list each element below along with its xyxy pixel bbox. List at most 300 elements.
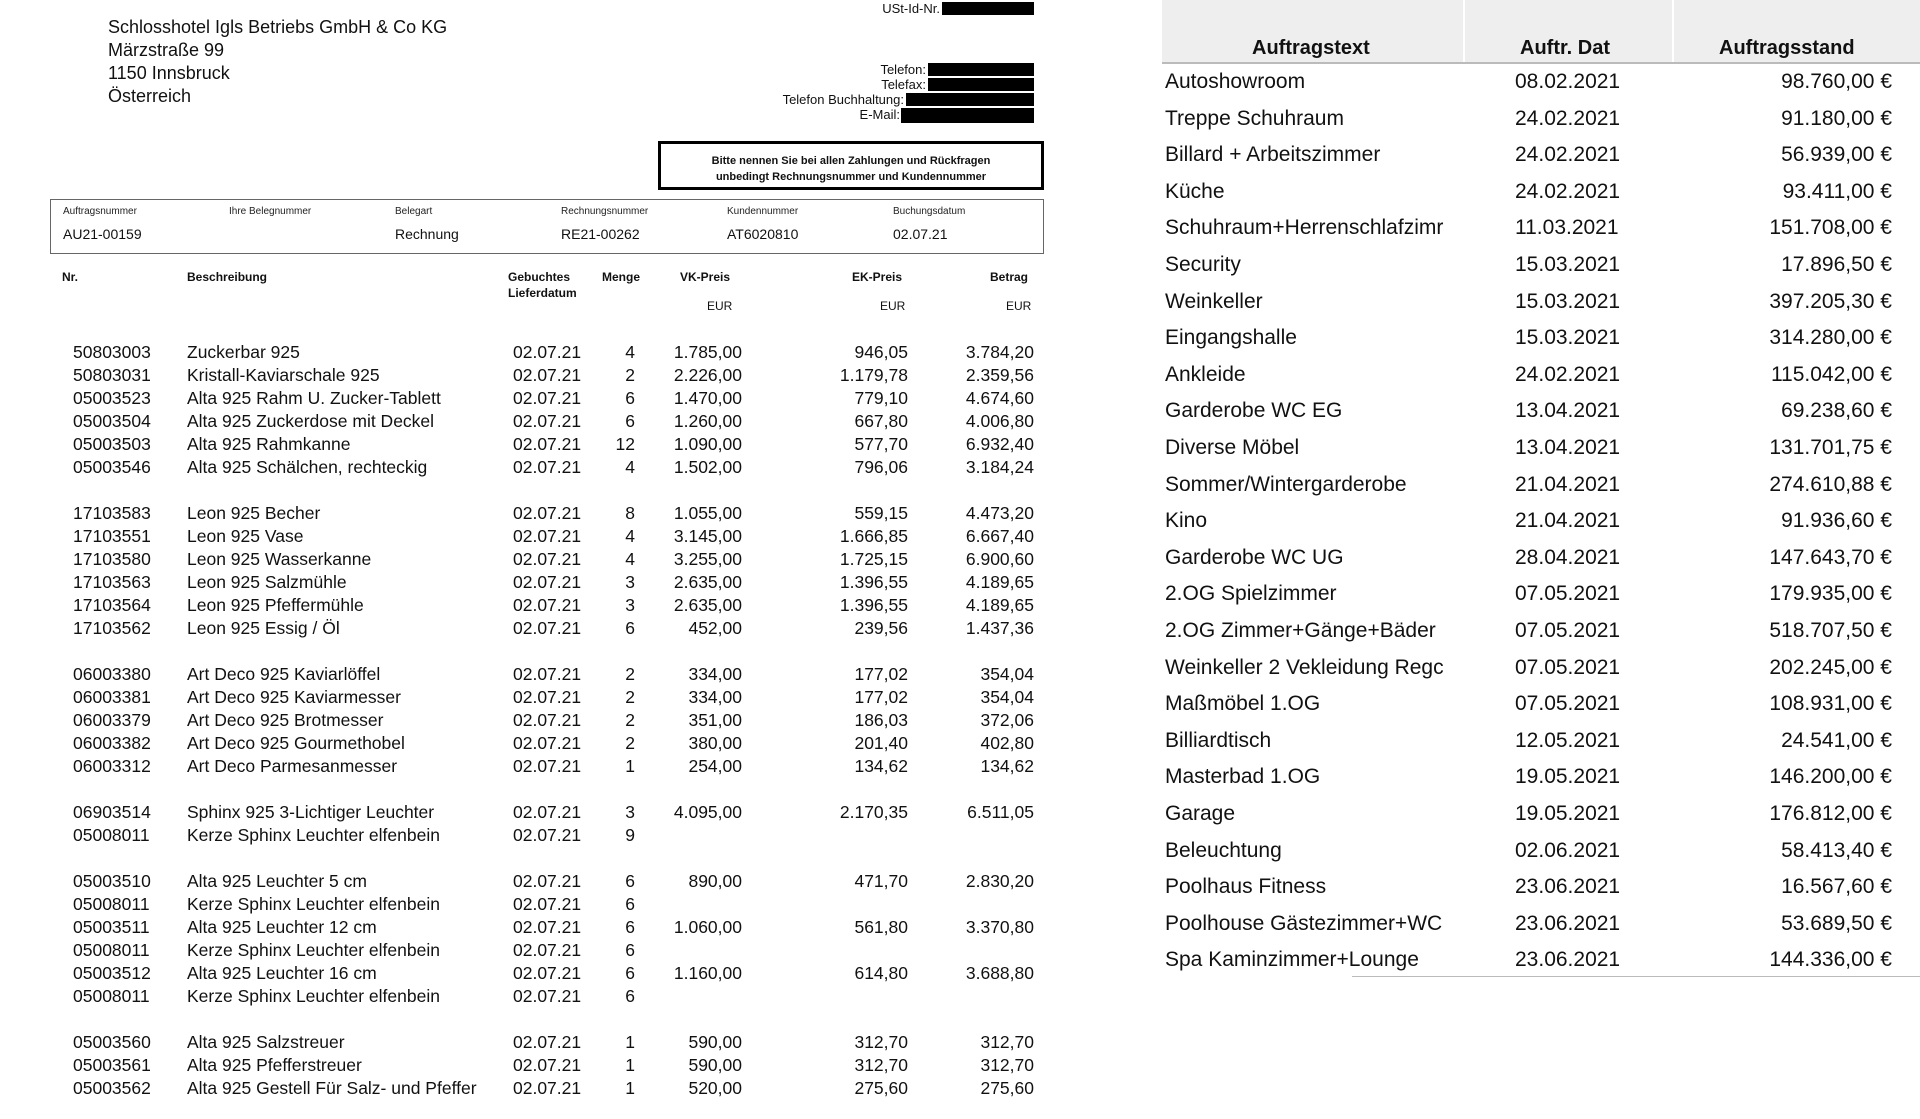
order-amount: 24.541,00 € bbox=[1781, 728, 1892, 752]
table-row bbox=[0, 940, 1060, 963]
table-row bbox=[0, 756, 1060, 779]
item-description: Kerze Sphinx Leuchter elfenbein bbox=[187, 825, 440, 845]
col-header-description: Beschreibung bbox=[187, 270, 268, 284]
item-vk-price: 380,00 bbox=[688, 733, 742, 753]
item-number: 06003380 bbox=[73, 664, 151, 684]
phone-label: Telefon: bbox=[880, 62, 926, 77]
table-row bbox=[0, 1055, 1060, 1078]
table-row bbox=[0, 342, 1060, 365]
item-description: Alta 925 Rahmkanne bbox=[187, 434, 351, 454]
item-delivery-date: 02.07.21 bbox=[513, 618, 582, 638]
order-amount: 144.336,00 € bbox=[1769, 948, 1892, 972]
email-label: E-Mail: bbox=[859, 107, 900, 122]
item-delivery-date: 02.07.21 bbox=[513, 411, 582, 431]
order-date: 23.06.2021 bbox=[1515, 948, 1621, 972]
order-text: Beleuchtung bbox=[1165, 838, 1282, 862]
item-amount: 312,70 bbox=[980, 1055, 1034, 1075]
order-text: Schuhraum+Herrenschlafzimr bbox=[1165, 216, 1444, 240]
order-date: 24.02.2021 bbox=[1515, 179, 1621, 203]
table-row bbox=[1160, 107, 1920, 143]
item-delivery-date: 02.07.21 bbox=[513, 825, 582, 845]
item-amount: 6.900,60 bbox=[965, 549, 1034, 569]
item-delivery-date: 02.07.21 bbox=[513, 503, 582, 523]
orders-table bbox=[1160, 0, 1920, 1119]
table-row bbox=[1160, 875, 1920, 911]
item-delivery-date: 02.07.21 bbox=[513, 595, 582, 615]
order-text: Garage bbox=[1165, 802, 1236, 825]
item-vk-price: 452,00 bbox=[688, 618, 742, 638]
booking-date: 02.07.21 bbox=[893, 226, 948, 242]
item-quantity: 6 bbox=[625, 986, 635, 1006]
item-amount: 275,60 bbox=[980, 1078, 1034, 1098]
sender-street: Märzstraße 99 bbox=[108, 40, 225, 60]
item-description: Leon 925 Vase bbox=[187, 526, 304, 546]
item-number: 05003511 bbox=[73, 917, 150, 937]
order-amount: 146.200,00 € bbox=[1769, 765, 1892, 789]
order-text: Kino bbox=[1165, 509, 1208, 533]
item-description: Alta 925 Leuchter 5 cm bbox=[187, 871, 367, 891]
table-row bbox=[1160, 839, 1920, 875]
order-date: 02.06.2021 bbox=[1515, 838, 1621, 862]
item-vk-price: 334,00 bbox=[688, 664, 742, 684]
order-date: 15.03.2021 bbox=[1515, 253, 1621, 276]
order-text: Sommer/Wintergarderobe bbox=[1165, 472, 1407, 496]
item-quantity: 6 bbox=[625, 618, 635, 638]
vk-currency: EUR bbox=[707, 299, 733, 313]
item-quantity: 6 bbox=[625, 411, 635, 431]
order-text: Garderobe WC UG bbox=[1165, 545, 1344, 569]
item-quantity: 6 bbox=[625, 940, 635, 960]
item-delivery-date: 02.07.21 bbox=[513, 756, 582, 776]
table-row bbox=[1160, 509, 1920, 545]
item-number: 05003503 bbox=[73, 434, 151, 454]
order-amount: 151.708,00 € bbox=[1769, 216, 1892, 240]
item-description: Zuckerbar 925 bbox=[187, 342, 300, 362]
table-row bbox=[0, 503, 1060, 526]
item-number: 05008011 bbox=[73, 825, 150, 845]
item-delivery-date: 02.07.21 bbox=[513, 710, 582, 730]
item-amount: 4.674,60 bbox=[965, 388, 1034, 408]
item-number: 05003561 bbox=[73, 1055, 151, 1075]
item-vk-price: 3.255,00 bbox=[673, 549, 742, 569]
item-delivery-date: 02.07.21 bbox=[513, 733, 582, 753]
item-description: Alta 925 Leuchter 12 cm bbox=[187, 917, 377, 937]
table-row bbox=[0, 388, 1060, 411]
invoice-number: RE21-00262 bbox=[561, 226, 640, 242]
customer-number-label: Kundennummer bbox=[727, 206, 799, 217]
item-ek-price: 177,02 bbox=[854, 664, 908, 684]
order-amount: 56.939,00 € bbox=[1781, 143, 1892, 167]
item-ek-price: 312,70 bbox=[854, 1055, 908, 1075]
item-vk-price: 1.090,00 bbox=[673, 434, 742, 454]
fax-label: Telefax: bbox=[881, 77, 926, 92]
table-row bbox=[0, 802, 1060, 825]
sender-city: 1150 Innsbruck bbox=[108, 63, 230, 83]
item-delivery-date: 02.07.21 bbox=[513, 1078, 582, 1098]
item-quantity: 6 bbox=[625, 917, 635, 937]
order-date: 13.04.2021 bbox=[1515, 399, 1621, 423]
table-row bbox=[0, 871, 1060, 894]
order-amount: 93.411,00 € bbox=[1782, 179, 1892, 203]
order-text: Maßmöbel 1.OG bbox=[1165, 692, 1321, 716]
item-delivery-date: 02.07.21 bbox=[513, 940, 582, 960]
document-type-label: Belegart bbox=[395, 206, 433, 217]
item-number: 05003512 bbox=[73, 963, 151, 983]
table-row bbox=[1160, 729, 1920, 765]
table-row bbox=[1160, 582, 1920, 618]
order-amount: 518.707,50 € bbox=[1769, 619, 1892, 642]
item-description: Leon 925 Pfeffermühle bbox=[187, 595, 364, 615]
item-amount: 3.688,80 bbox=[965, 963, 1034, 983]
ust-label: USt-Id-Nr. bbox=[882, 1, 940, 16]
item-ek-price: 614,80 bbox=[854, 963, 908, 983]
item-ek-price: 177,02 bbox=[854, 687, 908, 707]
order-date: 07.05.2021 bbox=[1515, 655, 1621, 679]
order-text: Ankleide bbox=[1165, 362, 1246, 386]
item-ek-price: 1.179,78 bbox=[839, 365, 908, 385]
order-amount: 98.760,00 € bbox=[1781, 70, 1892, 93]
order-text: 2.OG Spielzimmer bbox=[1165, 582, 1337, 606]
item-ek-price: 577,70 bbox=[854, 434, 908, 454]
item-amount: 372,06 bbox=[980, 710, 1034, 730]
order-amount: 147.643,70 € bbox=[1769, 545, 1892, 569]
item-vk-price: 2.635,00 bbox=[673, 572, 742, 592]
item-number: 05003510 bbox=[73, 871, 151, 891]
item-vk-price: 1.055,00 bbox=[673, 503, 742, 523]
item-amount: 402,80 bbox=[980, 733, 1034, 753]
item-vk-price: 2.635,00 bbox=[673, 595, 742, 615]
table-row bbox=[1160, 802, 1920, 838]
table-row bbox=[0, 687, 1060, 710]
item-quantity: 6 bbox=[625, 963, 635, 983]
table-row bbox=[1160, 253, 1920, 289]
item-number: 50803003 bbox=[73, 342, 151, 362]
item-number: 17103583 bbox=[73, 503, 151, 523]
order-text: Autoshowroom bbox=[1165, 70, 1306, 93]
item-vk-price: 590,00 bbox=[688, 1055, 742, 1075]
item-amount: 134,62 bbox=[980, 756, 1034, 776]
order-text: Weinkeller 2 Vekleidung Regc bbox=[1165, 655, 1444, 679]
item-vk-price: 1.785,00 bbox=[673, 342, 742, 362]
item-description: Leon 925 Becher bbox=[187, 503, 321, 523]
table-row bbox=[1160, 399, 1920, 435]
email-redaction bbox=[901, 108, 1034, 123]
item-description: Leon 925 Salzmühle bbox=[187, 572, 347, 592]
table-row bbox=[1160, 180, 1920, 216]
item-delivery-date: 02.07.21 bbox=[513, 434, 582, 454]
item-amount: 4.189,65 bbox=[965, 572, 1034, 592]
item-description: Kerze Sphinx Leuchter elfenbein bbox=[187, 894, 440, 914]
order-amount: 108.931,00 € bbox=[1769, 692, 1892, 716]
order-text: Poolhaus Fitness bbox=[1165, 875, 1327, 899]
fax-redaction bbox=[928, 78, 1034, 91]
table-row bbox=[1160, 546, 1920, 582]
item-vk-price: 890,00 bbox=[688, 871, 742, 891]
item-number: 05008011 bbox=[73, 894, 150, 914]
amount-currency: EUR bbox=[1006, 299, 1032, 313]
item-delivery-date: 02.07.21 bbox=[513, 802, 582, 822]
item-amount: 2.359,56 bbox=[965, 365, 1034, 385]
item-quantity: 1 bbox=[625, 1032, 635, 1052]
table-row bbox=[0, 963, 1060, 986]
item-description: Alta 925 Salzstreuer bbox=[187, 1032, 345, 1052]
item-vk-price: 1.470,00 bbox=[673, 388, 742, 408]
item-ek-price: 186,03 bbox=[854, 710, 908, 730]
col-header-delivery-date: Lieferdatum bbox=[508, 286, 577, 300]
table-row bbox=[0, 572, 1060, 595]
table-row bbox=[0, 595, 1060, 618]
item-quantity: 4 bbox=[625, 342, 635, 362]
table-row bbox=[1160, 473, 1920, 509]
table-row bbox=[0, 411, 1060, 434]
order-text: Spa Kaminzimmer+Lounge bbox=[1165, 948, 1419, 972]
order-date: 15.03.2021 bbox=[1515, 326, 1621, 350]
item-vk-price: 2.226,00 bbox=[673, 365, 742, 385]
item-quantity: 12 bbox=[615, 434, 635, 454]
item-quantity: 3 bbox=[625, 802, 635, 822]
item-quantity: 4 bbox=[625, 457, 635, 477]
order-text: Security bbox=[1165, 253, 1241, 276]
item-description: Art Deco Parmesanmesser bbox=[187, 756, 398, 776]
order-date: 08.02.2021 bbox=[1515, 70, 1621, 93]
table-row bbox=[0, 664, 1060, 687]
item-delivery-date: 02.07.21 bbox=[513, 664, 582, 684]
item-number: 17103580 bbox=[73, 549, 151, 569]
item-amount: 4.006,80 bbox=[965, 411, 1034, 431]
table-row bbox=[0, 894, 1060, 917]
item-delivery-date: 02.07.21 bbox=[513, 457, 582, 477]
table-row bbox=[0, 710, 1060, 733]
sender-name: Schlosshotel Igls Betriebs GmbH & Co KG bbox=[108, 17, 448, 37]
item-amount: 2.830,20 bbox=[965, 871, 1034, 891]
item-ek-price: 275,60 bbox=[854, 1078, 908, 1098]
col-header-booked: Gebuchtes bbox=[508, 270, 571, 284]
item-ek-price: 239,56 bbox=[854, 618, 908, 638]
item-delivery-date: 02.07.21 bbox=[513, 986, 582, 1006]
item-ek-price: 779,10 bbox=[854, 388, 908, 408]
order-amount: 17.896,50 € bbox=[1781, 253, 1892, 276]
item-amount: 4.189,65 bbox=[965, 595, 1034, 615]
item-ek-price: 559,15 bbox=[854, 503, 908, 523]
item-number: 05003562 bbox=[73, 1078, 151, 1098]
item-delivery-date: 02.07.21 bbox=[513, 894, 582, 914]
accounting-phone-redaction bbox=[906, 93, 1034, 106]
order-date: 28.04.2021 bbox=[1515, 545, 1621, 569]
item-delivery-date: 02.07.21 bbox=[513, 572, 582, 592]
table-row bbox=[1160, 363, 1920, 399]
item-number: 17103562 bbox=[73, 618, 151, 638]
table-row bbox=[1160, 326, 1920, 362]
item-vk-price: 1.060,00 bbox=[673, 917, 742, 937]
item-vk-price: 590,00 bbox=[688, 1032, 742, 1052]
table-row bbox=[0, 1078, 1060, 1101]
table-row bbox=[0, 618, 1060, 641]
item-number: 06903514 bbox=[73, 802, 151, 822]
item-description: Leon 925 Essig / Öl bbox=[187, 618, 340, 638]
item-number: 17103564 bbox=[73, 595, 151, 615]
item-quantity: 6 bbox=[625, 871, 635, 891]
table-row bbox=[1160, 948, 1920, 984]
table-row bbox=[1160, 765, 1920, 801]
item-vk-price: 520,00 bbox=[688, 1078, 742, 1098]
table-row bbox=[0, 457, 1060, 480]
phone-redaction bbox=[928, 63, 1034, 76]
order-date: 07.05.2021 bbox=[1515, 582, 1621, 606]
booking-date-label: Buchungsdatum bbox=[893, 206, 966, 217]
order-date: 21.04.2021 bbox=[1515, 509, 1621, 533]
item-delivery-date: 02.07.21 bbox=[513, 687, 582, 707]
item-vk-price: 1.260,00 bbox=[673, 411, 742, 431]
item-quantity: 1 bbox=[625, 1078, 635, 1098]
order-text: Garderobe WC EG bbox=[1165, 399, 1343, 423]
table-row bbox=[0, 434, 1060, 457]
item-delivery-date: 02.07.21 bbox=[513, 1032, 582, 1052]
sender-country: Österreich bbox=[108, 86, 192, 106]
col-header-vk-price: VK-Preis bbox=[680, 270, 731, 284]
item-quantity: 2 bbox=[625, 687, 635, 707]
item-description: Alta 925 Gestell Für Salz- und Pfeffer bbox=[187, 1078, 477, 1098]
item-amount: 354,04 bbox=[980, 664, 1034, 684]
item-delivery-date: 02.07.21 bbox=[513, 963, 582, 983]
item-quantity: 2 bbox=[625, 733, 635, 753]
item-description: Art Deco 925 Kaviarmesser bbox=[187, 687, 401, 707]
item-quantity: 2 bbox=[625, 365, 635, 385]
item-description: Alta 925 Leuchter 16 cm bbox=[187, 963, 377, 983]
col-header-quantity: Menge bbox=[602, 270, 641, 284]
order-text: Küche bbox=[1165, 179, 1225, 203]
col-header-amount: Betrag bbox=[990, 270, 1029, 284]
item-quantity: 8 bbox=[625, 503, 635, 523]
item-number: 05003504 bbox=[73, 411, 151, 431]
order-amount: 16.567,60 € bbox=[1781, 875, 1892, 899]
table-row bbox=[1160, 692, 1920, 728]
order-text: Masterbad 1.OG bbox=[1165, 765, 1321, 789]
order-amount: 274.610,88 € bbox=[1769, 472, 1892, 496]
item-number: 50803031 bbox=[73, 365, 151, 385]
order-text: Poolhouse Gästezimmer+WC bbox=[1165, 911, 1443, 935]
item-quantity: 4 bbox=[625, 526, 635, 546]
table-row bbox=[1160, 656, 1920, 692]
item-description: Art Deco 925 Gourmethobel bbox=[187, 733, 405, 753]
item-description: Sphinx 925 3-Lichtiger Leuchter bbox=[187, 802, 435, 822]
order-date: 13.04.2021 bbox=[1515, 436, 1621, 459]
item-delivery-date: 02.07.21 bbox=[513, 365, 582, 385]
item-ek-price: 134,62 bbox=[854, 756, 908, 776]
table-row bbox=[0, 526, 1060, 549]
item-delivery-date: 02.07.21 bbox=[513, 549, 582, 569]
order-text: Eingangshalle bbox=[1165, 326, 1297, 350]
item-delivery-date: 02.07.21 bbox=[513, 342, 582, 362]
document-number-label: Ihre Belegnummer bbox=[229, 206, 312, 217]
item-description: Art Deco 925 Kaviarlöffel bbox=[187, 664, 381, 684]
table-row bbox=[0, 365, 1060, 388]
table-row bbox=[0, 917, 1060, 940]
table-row bbox=[0, 825, 1060, 848]
item-amount: 6.511,05 bbox=[967, 802, 1034, 822]
item-amount: 3.370,80 bbox=[965, 917, 1034, 937]
order-text: 2.OG Zimmer+Gänge+Bäder bbox=[1165, 619, 1436, 642]
order-text: Diverse Möbel bbox=[1165, 436, 1300, 459]
table-row bbox=[0, 549, 1060, 572]
table-row bbox=[1160, 70, 1920, 106]
item-quantity: 3 bbox=[625, 595, 635, 615]
item-delivery-date: 02.07.21 bbox=[513, 871, 582, 891]
ek-currency: EUR bbox=[880, 299, 906, 313]
order-date: 15.03.2021 bbox=[1515, 289, 1621, 313]
order-date: 21.04.2021 bbox=[1515, 472, 1621, 496]
document-type: Rechnung bbox=[395, 226, 459, 242]
item-ek-price: 1.396,55 bbox=[839, 572, 908, 592]
item-ek-price: 1.725,15 bbox=[839, 549, 908, 569]
item-quantity: 1 bbox=[625, 1055, 635, 1075]
order-text: Billiardtisch bbox=[1165, 728, 1272, 752]
item-description: Leon 925 Wasserkanne bbox=[187, 549, 372, 569]
order-number: AU21-00159 bbox=[63, 226, 142, 242]
item-vk-price: 334,00 bbox=[688, 687, 742, 707]
header-divider bbox=[1463, 0, 1465, 62]
order-date: 23.06.2021 bbox=[1515, 875, 1621, 899]
item-description: Art Deco 925 Brotmesser bbox=[187, 710, 384, 730]
item-quantity: 9 bbox=[625, 825, 635, 845]
invoice-meta-box bbox=[50, 199, 1044, 254]
order-date: 07.05.2021 bbox=[1515, 619, 1621, 642]
order-number-label: Auftragsnummer bbox=[63, 206, 137, 217]
item-description: Alta 925 Zuckerdose mit Deckel bbox=[187, 411, 435, 431]
item-amount: 3.184,24 bbox=[965, 457, 1034, 477]
order-date: 23.06.2021 bbox=[1515, 911, 1621, 935]
item-description: Kerze Sphinx Leuchter elfenbein bbox=[187, 940, 440, 960]
item-ek-price: 1.666,85 bbox=[839, 526, 908, 546]
ust-redaction bbox=[942, 2, 1034, 15]
order-date: 24.02.2021 bbox=[1515, 106, 1621, 130]
table-row bbox=[0, 1032, 1060, 1055]
item-number: 05008011 bbox=[73, 940, 150, 960]
item-quantity: 2 bbox=[625, 664, 635, 684]
order-date: 19.05.2021 bbox=[1515, 802, 1621, 825]
item-description: Alta 925 Rahm U. Zucker-Tablett bbox=[187, 388, 441, 408]
item-delivery-date: 02.07.21 bbox=[513, 388, 582, 408]
table-row bbox=[1160, 436, 1920, 472]
accounting-phone-label: Telefon Buchhaltung: bbox=[782, 92, 904, 107]
order-amount: 115.042,00 € bbox=[1770, 362, 1892, 386]
table-row bbox=[1160, 143, 1920, 179]
item-ek-price: 667,80 bbox=[854, 411, 908, 431]
table-row bbox=[1160, 290, 1920, 326]
col-header-ek-price: EK-Preis bbox=[852, 270, 903, 284]
item-description: Kerze Sphinx Leuchter elfenbein bbox=[187, 986, 440, 1006]
customer-number: AT6020810 bbox=[727, 226, 799, 242]
order-amount: 91.180,00 € bbox=[1781, 106, 1892, 130]
order-amount: 314.280,00 € bbox=[1769, 326, 1892, 350]
order-amount: 69.238,60 € bbox=[1781, 399, 1892, 423]
order-date: 24.02.2021 bbox=[1515, 143, 1621, 167]
item-number: 17103551 bbox=[73, 526, 151, 546]
orders-header-text: Auftragstext bbox=[1252, 37, 1370, 59]
item-delivery-date: 02.07.21 bbox=[513, 526, 582, 546]
order-text: Treppe Schuhraum bbox=[1165, 106, 1344, 130]
item-amount: 6.932,40 bbox=[965, 434, 1034, 454]
item-description: Kristall-Kaviarschale 925 bbox=[187, 365, 380, 385]
item-amount: 1.437,36 bbox=[965, 618, 1034, 638]
item-delivery-date: 02.07.21 bbox=[513, 1055, 582, 1075]
order-amount: 58.413,40 € bbox=[1781, 838, 1892, 862]
item-amount: 354,04 bbox=[980, 687, 1034, 707]
col-header-nr: Nr. bbox=[62, 270, 79, 284]
item-vk-price: 351,00 bbox=[688, 710, 742, 730]
orders-header-amount: Auftragsstand bbox=[1719, 37, 1855, 59]
header-divider bbox=[1672, 0, 1674, 62]
item-ek-price: 471,70 bbox=[854, 871, 908, 891]
